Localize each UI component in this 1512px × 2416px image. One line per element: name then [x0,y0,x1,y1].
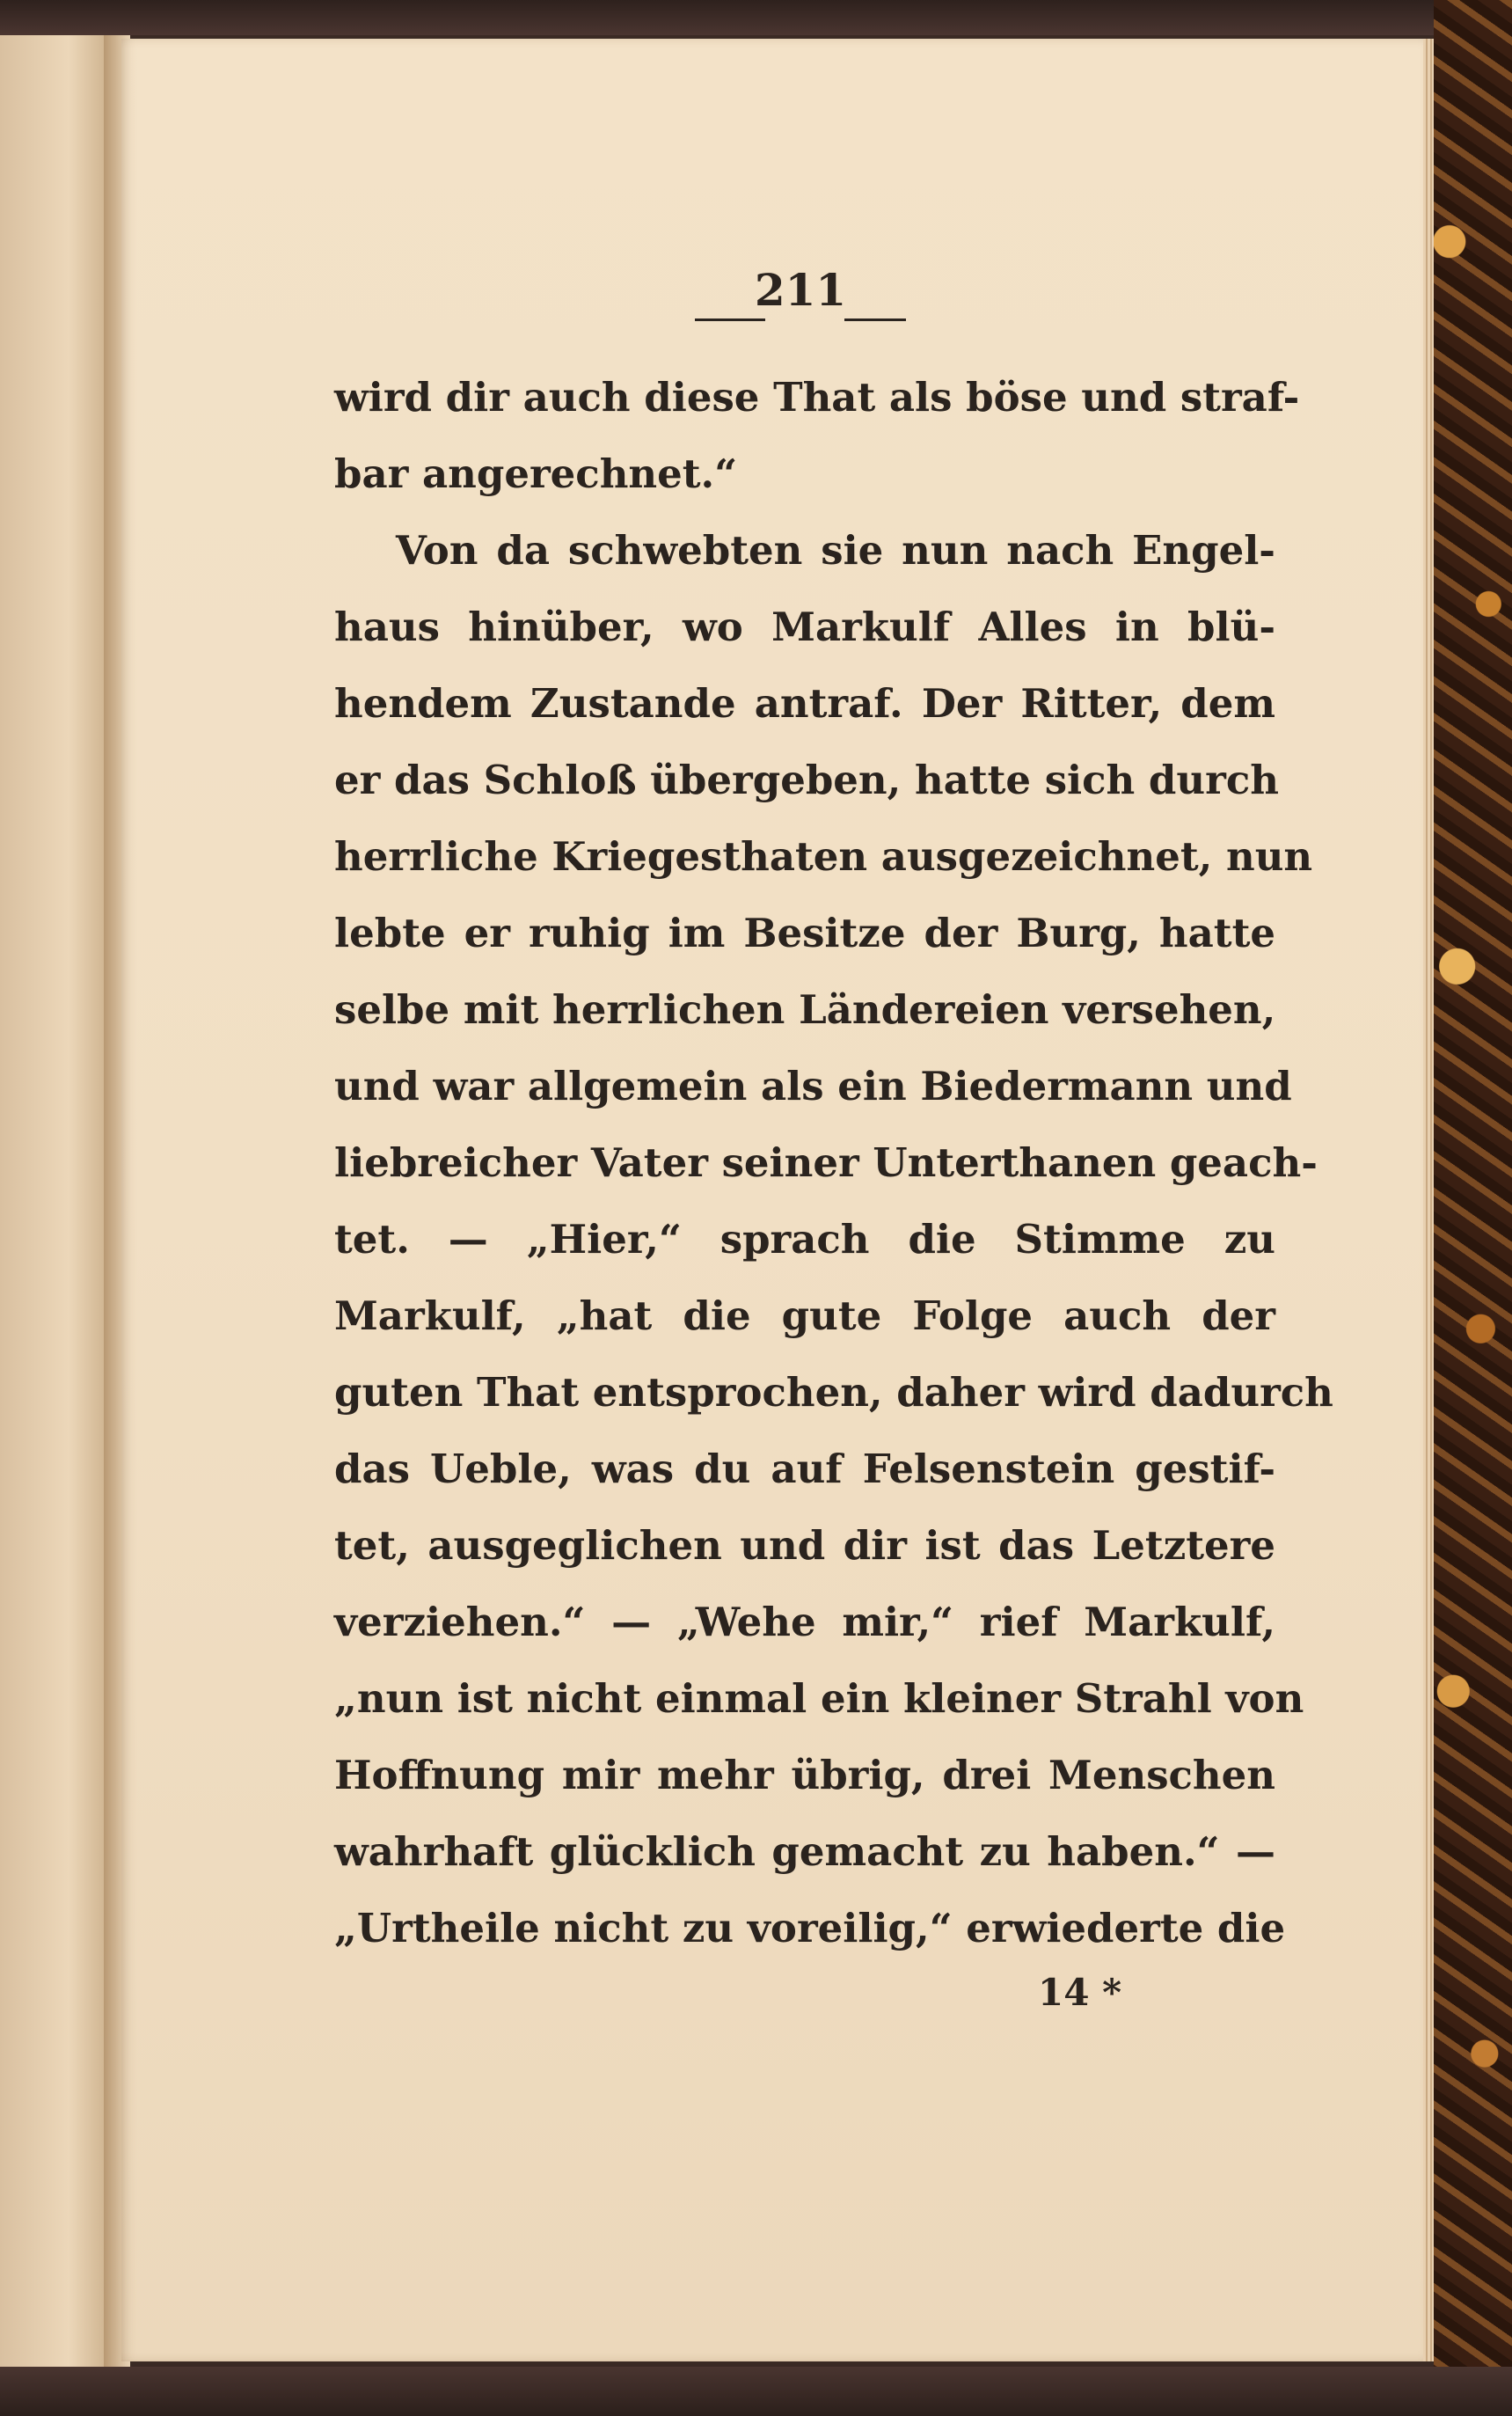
text-line: Markulf, „hat die gute Folge auch der [334,1292,1275,1339]
page-number-rule-right [844,318,906,321]
text-line: „Urtheile nicht zu voreilig,“ erwiederte die [334,1905,1286,1951]
text-line: selbe mit herrlichen Ländereien versehen, [334,986,1276,1033]
text-line: Hoffnung mir mehr übrig, drei Menschen [334,1752,1275,1798]
text-line: er das Schloß übergeben, hatte sich durch [334,757,1279,803]
text-line: guten That entsprochen, daher wird dadurch [334,1369,1333,1416]
text-line: liebreicher Vater seiner Unterthanen geach- [334,1139,1318,1186]
text-line: tet. — „Hier,“ sprach die Stimme zu [334,1216,1275,1263]
book-binding-bottom [0,2367,1512,2416]
text-line: das Ueble, was du auf Felsenstein gestif- [334,1446,1275,1492]
text-line: „nun ist nicht einmal ein kleiner Strahl von [334,1675,1304,1722]
text-line: bar angerechnet.“ [334,450,738,497]
text-line: haus hinüber, wo Markulf Alles in blü- [334,604,1275,650]
text-line: Von da schwebten sie nun nach Engel- [396,527,1275,574]
printer-signature-mark: 14 * [1038,1971,1122,2014]
text-line: hendem Zustande antraf. Der Ritter, dem [334,680,1275,727]
page-number: 211 [754,264,847,316]
book-binding-top [0,0,1512,35]
facing-page-edge [0,35,114,2367]
page-number-rule-left [695,318,765,321]
text-line: wird dir auch diese That als böse und straf- [334,374,1300,421]
text-line: tet, ausgeglichen und dir ist das Letztere [334,1522,1275,1569]
body-text [334,359,1333,1966]
text-line: herrliche Kriegesthaten ausgezeichnet, nun [334,833,1313,880]
marbled-cover-edge [1434,0,1512,2416]
text-line: und war allgemein als ein Biedermann und [334,1063,1292,1109]
text-line: wahrhaft glücklich gemacht zu haben.“ — [334,1828,1275,1875]
text-line: lebte er ruhig im Besitze der Burg, hatte [334,910,1275,956]
text-line: verziehen.“ — „Wehe mir,“ rief Markulf, [334,1599,1275,1645]
